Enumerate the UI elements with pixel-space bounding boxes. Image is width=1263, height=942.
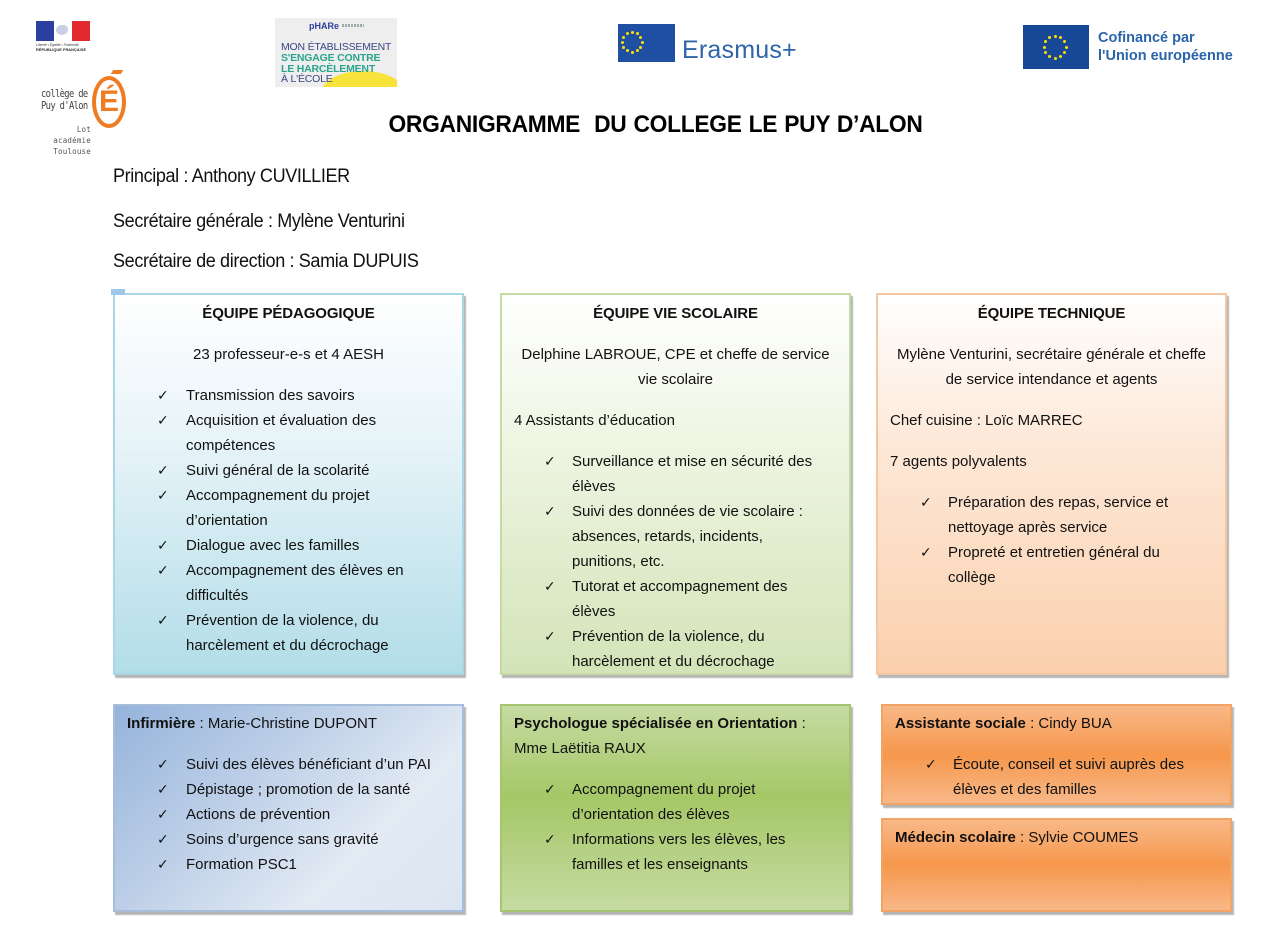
college-sub-toulouse: Toulouse	[53, 147, 91, 156]
list-item	[127, 852, 450, 877]
accent-mark	[111, 70, 123, 74]
box-lead	[127, 711, 450, 736]
list-item-text: Soins d’urgence sans gravité	[186, 831, 379, 848]
phare-line2: S'ENGAGE CONTRE	[281, 52, 381, 64]
list-item	[121, 458, 456, 483]
person-name: : Sylvie COUMES	[1015, 829, 1139, 846]
list-item-text: Accompagnement des élèves en difficultés	[186, 562, 404, 604]
list-item-text: Surveillance et mise en sécurité des élèves	[572, 453, 813, 495]
eu-star-icon	[1059, 36, 1062, 39]
checkmark-icon: ✓	[157, 537, 169, 553]
list-item-text: Préparation des repas, service et nettoyage après service	[948, 494, 1169, 536]
list-item	[514, 777, 837, 827]
cofinance-ue-logo	[1023, 25, 1243, 69]
cofin-line2: l'Union européenne	[1098, 48, 1233, 64]
box-lead	[514, 711, 837, 736]
eu-star-icon	[1044, 51, 1047, 54]
role-label: Psychologue spécialisée en Orientation	[514, 715, 798, 732]
checkmark-icon: ✓	[157, 462, 169, 478]
eu-star-icon	[1043, 46, 1046, 49]
box-title: ÉQUIPE TECHNIQUE	[977, 305, 1126, 322]
infirmiere-box	[113, 704, 464, 912]
list-item	[514, 827, 837, 877]
list-item-text: Informations vers les élèves, les familles et les enseignants	[572, 831, 786, 873]
list-item	[127, 802, 450, 827]
college-sub-academie: académie	[53, 136, 91, 145]
list-item	[514, 499, 837, 574]
list-item-text: Tutorat et accompagnement des élèves	[572, 578, 788, 620]
eu-star-icon	[1063, 51, 1066, 54]
checkmark-icon: ✓	[544, 831, 556, 847]
principal-line: Principal : Anthony CUVILLIER	[113, 166, 350, 187]
eu-star-icon	[1048, 36, 1051, 39]
list-item-text: Accompagnement du projet d’orientation des élèves	[572, 781, 756, 823]
checkmark-icon: ✓	[157, 387, 169, 403]
role-label: Infirmière	[127, 715, 196, 732]
college-e-logo-icon: É	[92, 76, 126, 128]
person-name: : Cindy BUA	[1025, 715, 1112, 732]
equipe-vie-scolaire-box	[500, 293, 851, 675]
eu-star-icon	[636, 49, 639, 52]
list-item	[121, 608, 456, 658]
checkmark-icon: ✓	[925, 756, 937, 772]
box-subtitle: Delphine LABROUE, CPE et cheffe de service vie scolaire	[521, 346, 830, 388]
list-item-text: Prévention de la violence, du harcèlement et du décrochage	[572, 628, 775, 670]
list-item-text: Formation PSC1	[186, 856, 297, 873]
checkmark-icon: ✓	[157, 756, 169, 772]
box-subtitle: 23 professeur-e-s et 4 AESH	[193, 346, 384, 363]
phare-brand: pHARe	[309, 21, 340, 31]
chef-cuisine-line: Chef cuisine : Loïc MARREC	[890, 412, 1083, 429]
medecin-scolaire-box	[881, 818, 1232, 912]
role-label: Assistante sociale	[895, 715, 1026, 732]
person-name: Mme Laëtitia RAUX	[514, 740, 646, 757]
task-list	[514, 449, 837, 674]
eu-star-icon	[626, 49, 629, 52]
list-item	[890, 540, 1213, 590]
erasmus-logo	[618, 24, 818, 64]
phare-line1: MON ÉTABLISSEMENT	[281, 41, 392, 53]
secretaire-generale-line: Secrétaire générale : Mylène Venturini	[113, 211, 405, 232]
list-item	[514, 574, 837, 624]
list-item-text: Dépistage ; promotion de la santé	[186, 781, 411, 798]
list-item	[121, 383, 456, 408]
page-title: ORGANIGRAMME DU COLLEGE LE PUY D’ALON	[388, 111, 923, 138]
eu-star-icon	[636, 32, 639, 35]
list-item-text: Actions de prévention	[186, 806, 331, 823]
task-list	[127, 752, 450, 877]
checkmark-icon: ✓	[544, 503, 556, 519]
checkmark-icon: ✓	[157, 831, 169, 847]
checkmark-icon: ✓	[157, 412, 169, 428]
list-item	[127, 777, 450, 802]
rf-name: RÉPUBLIQUE FRANÇAISE	[36, 48, 87, 52]
eu-star-icon	[1063, 40, 1066, 43]
eu-star-icon	[1054, 35, 1057, 38]
checkmark-icon: ✓	[544, 628, 556, 644]
list-item-text: Acquisition et évaluation des compétences	[186, 412, 377, 454]
list-item	[127, 827, 450, 852]
eu-star-icon	[641, 41, 644, 44]
list-item-text: Accompagnement du projet d’orientation	[186, 487, 370, 529]
person-name: : Marie-Christine DUPONT	[195, 715, 378, 732]
checkmark-icon: ✓	[157, 487, 169, 503]
assistante-sociale-box	[881, 704, 1232, 805]
list-item	[895, 752, 1218, 802]
eu-flag-icon	[618, 24, 675, 62]
eu-star-icon	[639, 46, 642, 49]
phare-line4: À L'ÉCOLE	[281, 73, 333, 85]
eu-star-icon	[1059, 55, 1062, 58]
checkmark-icon: ✓	[920, 494, 932, 510]
college-sub-lot: Lot	[76, 125, 91, 134]
eu-star-icon	[639, 36, 642, 39]
checkmark-icon: ✓	[157, 781, 169, 797]
list-item	[127, 752, 450, 777]
eu-star-icon	[622, 36, 625, 39]
box-corner-marker	[111, 289, 125, 295]
erasmus-text: Erasmus+	[682, 36, 797, 64]
eu-star-icon	[1054, 57, 1057, 60]
box-subtitle: Mylène Venturini, secrétaire générale et cheffe de service intendance et agents	[896, 346, 1207, 388]
task-list	[895, 752, 1218, 802]
list-item-text: Suivi des données de vie scolaire : absences, retards, incidents, punitions, etc.	[572, 503, 803, 570]
republique-francaise-logo	[36, 21, 90, 55]
list-item	[121, 558, 456, 608]
colon: :	[797, 715, 806, 732]
list-item	[514, 624, 837, 674]
list-item	[121, 533, 456, 558]
checkmark-icon: ✓	[544, 453, 556, 469]
eu-star-icon	[622, 46, 625, 49]
box-title: ÉQUIPE PÉDAGOGIQUE	[202, 305, 375, 322]
college-name-line1: collège de	[41, 87, 88, 100]
role-label: Médecin scolaire	[895, 829, 1016, 846]
agents-line: 7 agents polyvalents	[890, 453, 1027, 470]
box-lead	[895, 711, 1218, 736]
assistants-line: 4 Assistants d’éducation	[514, 412, 675, 429]
list-item-text: Suivi des élèves bénéficiant d’un PAI	[186, 756, 431, 773]
list-item-text: Prévention de la violence, du harcèlement et du décrochage	[186, 612, 389, 654]
box-lead	[895, 825, 1218, 850]
checkmark-icon: ✓	[157, 806, 169, 822]
list-item	[890, 490, 1213, 540]
list-item	[121, 408, 456, 458]
psychologue-box	[500, 704, 851, 912]
list-item	[514, 449, 837, 499]
checkmark-icon: ✓	[920, 544, 932, 560]
list-item-text: Écoute, conseil et suivi auprès des élèves et des familles	[953, 756, 1184, 798]
checkmark-icon: ✓	[157, 562, 169, 578]
box-title: ÉQUIPE VIE SCOLAIRE	[593, 305, 758, 322]
eu-star-icon	[621, 41, 624, 44]
task-list	[514, 777, 837, 877]
checkmark-icon: ✓	[544, 781, 556, 797]
list-item-text: Propreté et entretien général du collège	[948, 544, 1160, 586]
marianne-flag-icon	[36, 21, 90, 41]
eu-star-icon	[1048, 55, 1051, 58]
checkmark-icon: ✓	[544, 578, 556, 594]
list-item-text: Suivi général de la scolarité	[186, 462, 370, 479]
phare-logo	[275, 18, 397, 87]
eu-flag-icon	[1023, 25, 1089, 69]
eu-star-icon	[626, 32, 629, 35]
rf-motto: Liberté • Égalité • Fraternité	[36, 43, 79, 47]
task-list	[121, 383, 456, 658]
eu-star-icon	[631, 51, 634, 54]
eu-star-icon	[1044, 40, 1047, 43]
list-item-text: Transmission des savoirs	[186, 387, 355, 404]
cofin-line1: Cofinancé par	[1098, 30, 1195, 46]
equipe-pedagogique-box	[113, 293, 464, 675]
list-item-text: Dialogue avec les familles	[186, 537, 360, 554]
phare-line3: LE HARCÈLEMENT	[281, 63, 376, 75]
eu-star-icon	[1065, 46, 1068, 49]
equipe-technique-box	[876, 293, 1227, 675]
secretaire-direction-line: Secrétaire de direction : Samia DUPUIS	[113, 251, 419, 272]
checkmark-icon: ✓	[157, 612, 169, 628]
eu-star-icon	[631, 31, 634, 34]
college-name-line2: Puy d'Alon	[41, 99, 88, 112]
list-item	[121, 483, 456, 533]
checkmark-icon: ✓	[157, 856, 169, 872]
task-list	[890, 490, 1213, 590]
